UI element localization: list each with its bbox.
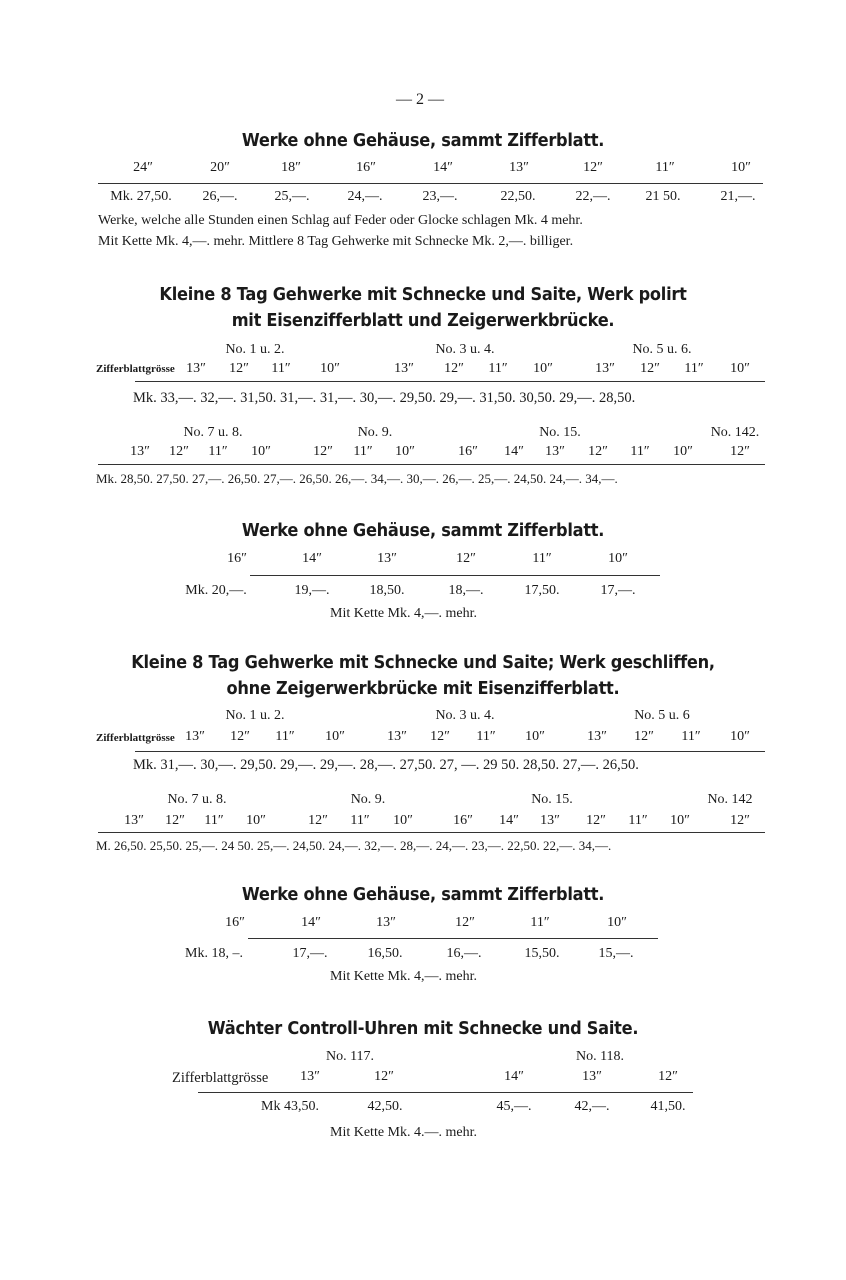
size-cell: 16″	[356, 160, 376, 175]
size-cell: 12″	[308, 813, 328, 828]
size-cell: 11″	[208, 444, 228, 459]
price-cell: 15,50.	[524, 946, 560, 961]
group-label: No. 1 u. 2.	[225, 342, 285, 357]
group-label: No. 9.	[357, 425, 393, 440]
group-label: No. 3 u. 4.	[435, 342, 495, 357]
price-cell: 16,—.	[446, 946, 482, 961]
size-cell: 13″	[124, 813, 144, 828]
size-cell: 16″	[225, 915, 245, 930]
size-cell: 11″	[275, 729, 295, 744]
group-label: No. 15.	[531, 792, 573, 807]
size-cell: 14″	[504, 1069, 524, 1084]
size-cell: 10″	[730, 729, 750, 744]
price-cell: 15,—.	[598, 946, 634, 961]
group-label: No. 15.	[539, 425, 581, 440]
size-cell: 13″	[582, 1069, 602, 1084]
size-cell: 12″	[658, 1069, 678, 1084]
size-cell: 13″	[300, 1069, 320, 1084]
price-cell: 16,50.	[367, 946, 403, 961]
size-cell: 13″	[130, 444, 150, 459]
size-cell: 11″	[630, 444, 650, 459]
price-cell: 23,—.	[422, 189, 458, 204]
size-cell: 13″	[376, 915, 396, 930]
price-cell: 22,50.	[500, 189, 536, 204]
price-row: Mk. 31,—. 30,—. 29,50. 29,—. 29,—. 28,—. 27,50. 27, —. 29 50. 28,50. 27,—. 26,50.	[133, 757, 639, 773]
size-cell: 11″	[684, 361, 704, 376]
size-cell: 16″	[458, 444, 478, 459]
size-cell: 11″	[681, 729, 701, 744]
size-cell: 13″	[387, 729, 407, 744]
note: Werke, welche alle Stunden einen Schlag auf Feder oder Glocke schlagen Mk. 4 mehr.	[98, 213, 583, 228]
size-cell: 10″	[608, 551, 628, 566]
section-2-subtitle: mit Eisenzifferblatt und Zeigerwerkbrücke.	[231, 310, 615, 331]
size-cell: 14″	[301, 915, 321, 930]
size-cell: 18″	[281, 160, 301, 175]
section-4-subtitle: ohne Zeigerwerkbrücke mit Eisenzifferblatt.	[226, 678, 620, 699]
rule	[98, 464, 765, 465]
price-cell: 21,—.	[720, 189, 756, 204]
note: Mit Kette Mk. 4,—. mehr.	[330, 969, 477, 984]
rule	[98, 832, 765, 833]
size-cell: 20″	[210, 160, 230, 175]
price-cell: 17,50.	[524, 583, 560, 598]
size-cell: 10″	[670, 813, 690, 828]
size-cell: 24″	[133, 160, 153, 175]
group-label: No. 5 u. 6	[634, 708, 690, 723]
price-cell: 19,—.	[294, 583, 330, 598]
size-cell: 11″	[488, 361, 508, 376]
size-cell: 12″	[730, 444, 750, 459]
size-cell: 10″	[325, 729, 345, 744]
price-row: Mk. 33,—. 32,—. 31,50. 31,—. 31,—. 30,—. 29,50. 29,—. 31,50. 30,50. 29,—. 28,50.	[133, 390, 636, 406]
price-cell: Mk 43,50.	[261, 1099, 319, 1114]
price-cell: 18,—.	[448, 583, 484, 598]
size-cell: 12″	[583, 160, 603, 175]
page-number: — 2 —	[396, 91, 444, 108]
price-cell: 41,50.	[650, 1099, 686, 1114]
size-cell: 14″	[302, 551, 322, 566]
size-cell: 12″	[634, 729, 654, 744]
rule	[198, 1092, 693, 1093]
size-cell: 11″	[532, 551, 552, 566]
size-cell: 12″	[165, 813, 185, 828]
size-cell: 12″	[430, 729, 450, 744]
note: Mit Kette Mk. 4.—. mehr.	[330, 1125, 477, 1140]
group-label: No. 5 u. 6.	[632, 342, 692, 357]
size-cell: 13″	[394, 361, 414, 376]
price-cell: 21 50.	[645, 189, 681, 204]
size-cell: 11″	[628, 813, 648, 828]
group-label: No. 7 u. 8.	[183, 425, 243, 440]
size-cell: 12″	[586, 813, 606, 828]
group-label: No. 118.	[575, 1049, 625, 1064]
size-cell: 12″	[313, 444, 333, 459]
size-cell: 14″	[499, 813, 519, 828]
size-cell: 10″	[730, 361, 750, 376]
price-cell: 42,—.	[574, 1099, 610, 1114]
size-cell: 12″	[588, 444, 608, 459]
group-label: No. 1 u. 2.	[225, 708, 285, 723]
size-cell: 12″	[374, 1069, 394, 1084]
size-cell: 12″	[444, 361, 464, 376]
size-cell: 10″	[246, 813, 266, 828]
rule	[250, 575, 660, 576]
price-cell: 42,50.	[367, 1099, 403, 1114]
section-6-title: Wächter Controll-Uhren mit Schnecke und Saite.	[207, 1018, 639, 1039]
price-cell: 17,—.	[292, 946, 328, 961]
price-cell: 45,—.	[496, 1099, 532, 1114]
group-label: No. 142.	[710, 425, 760, 440]
rule	[135, 751, 765, 752]
size-cell: 12″	[640, 361, 660, 376]
size-cell: 13″	[540, 813, 560, 828]
section-2-title: Kleine 8 Tag Gehwerke mit Schnecke und Saite, Werk polirt	[159, 284, 687, 305]
size-cell: 16″	[453, 813, 473, 828]
section-4-title: Kleine 8 Tag Gehwerke mit Schnecke und Saite; Werk geschliffen,	[131, 652, 715, 673]
group-label: No. 142	[707, 792, 753, 807]
size-cell: 13″	[545, 444, 565, 459]
size-cell: 11″	[476, 729, 496, 744]
size-cell: 10″	[320, 361, 340, 376]
size-cell: 10″	[673, 444, 693, 459]
price-cell: 25,—.	[274, 189, 310, 204]
section-3-title: Werke ohne Gehäuse, sammt Zifferblatt.	[241, 520, 605, 541]
size-cell: 16″	[227, 551, 247, 566]
price-row: Mk. 28,50. 27,50. 27,—. 26,50. 27,—. 26,50. 26,—. 34,—. 30,—. 26,—. 25,—. 24,50. 24,—. 34,—.	[96, 471, 618, 486]
size-cell: 11″	[204, 813, 224, 828]
size-cell: 12″	[169, 444, 189, 459]
group-label: No. 7 u. 8.	[167, 792, 227, 807]
size-cell: 13″	[377, 551, 397, 566]
size-cell: 10″	[395, 444, 415, 459]
size-cell: 11″	[350, 813, 370, 828]
size-cell: 12″	[230, 729, 250, 744]
size-cell: 14″	[433, 160, 453, 175]
size-cell: 10″	[607, 915, 627, 930]
rule	[135, 381, 765, 382]
size-cell: 11″	[271, 361, 291, 376]
size-cell: 10″	[251, 444, 271, 459]
size-cell: 11″	[530, 915, 550, 930]
size-cell: 14″	[504, 444, 524, 459]
group-label: No. 9.	[350, 792, 386, 807]
size-cell: 13″	[595, 361, 615, 376]
price-cell: 24,—.	[347, 189, 383, 204]
group-label: No. 117.	[325, 1049, 375, 1064]
size-cell: 11″	[353, 444, 373, 459]
dial-size-label: Zifferblattgrösse	[172, 1070, 269, 1086]
size-cell: 10″	[393, 813, 413, 828]
size-cell: 12″	[455, 915, 475, 930]
size-cell: 10″	[525, 729, 545, 744]
section-1-title: Werke ohne Gehäuse, sammt Zifferblatt.	[241, 130, 605, 151]
price-cell: Mk. 20,—.	[185, 583, 247, 598]
group-label: No. 3 u. 4.	[435, 708, 495, 723]
price-cell: Mk. 18, –.	[185, 946, 243, 961]
dial-size-label: Zifferblattgrösse	[96, 732, 175, 744]
price-cell: 26,—.	[202, 189, 238, 204]
size-cell: 11″	[655, 160, 675, 175]
note: Mit Kette Mk. 4,—. mehr. Mittlere 8 Tag Gehwerke mit Schnecke Mk. 2,—. billiger.	[98, 234, 574, 249]
size-cell: 13″	[509, 160, 529, 175]
price-cell: 18,50.	[369, 583, 405, 598]
note: Mit Kette Mk. 4,—. mehr.	[330, 606, 477, 621]
size-cell: 12″	[456, 551, 476, 566]
size-cell: 10″	[533, 361, 553, 376]
size-cell: 13″	[587, 729, 607, 744]
size-cell: 12″	[730, 813, 750, 828]
price-cell: 22,—.	[575, 189, 611, 204]
price-cell: 17,—.	[600, 583, 636, 598]
size-cell: 13″	[186, 361, 206, 376]
dial-size-label: Zifferblattgrösse	[96, 363, 175, 375]
price-cell: Mk. 27,50.	[110, 189, 172, 204]
section-5-title: Werke ohne Gehäuse, sammt Zifferblatt.	[241, 884, 605, 905]
size-cell: 12″	[229, 361, 249, 376]
price-row: M. 26,50. 25,50. 25,—. 24 50. 25,—. 24,50. 24,—. 32,—. 28,—. 24,—. 23,—. 22,50. 22,—. 34,—.	[96, 838, 612, 853]
rule	[248, 938, 658, 939]
size-cell: 10″	[731, 160, 751, 175]
rule	[98, 183, 763, 184]
size-cell: 13″	[185, 729, 205, 744]
